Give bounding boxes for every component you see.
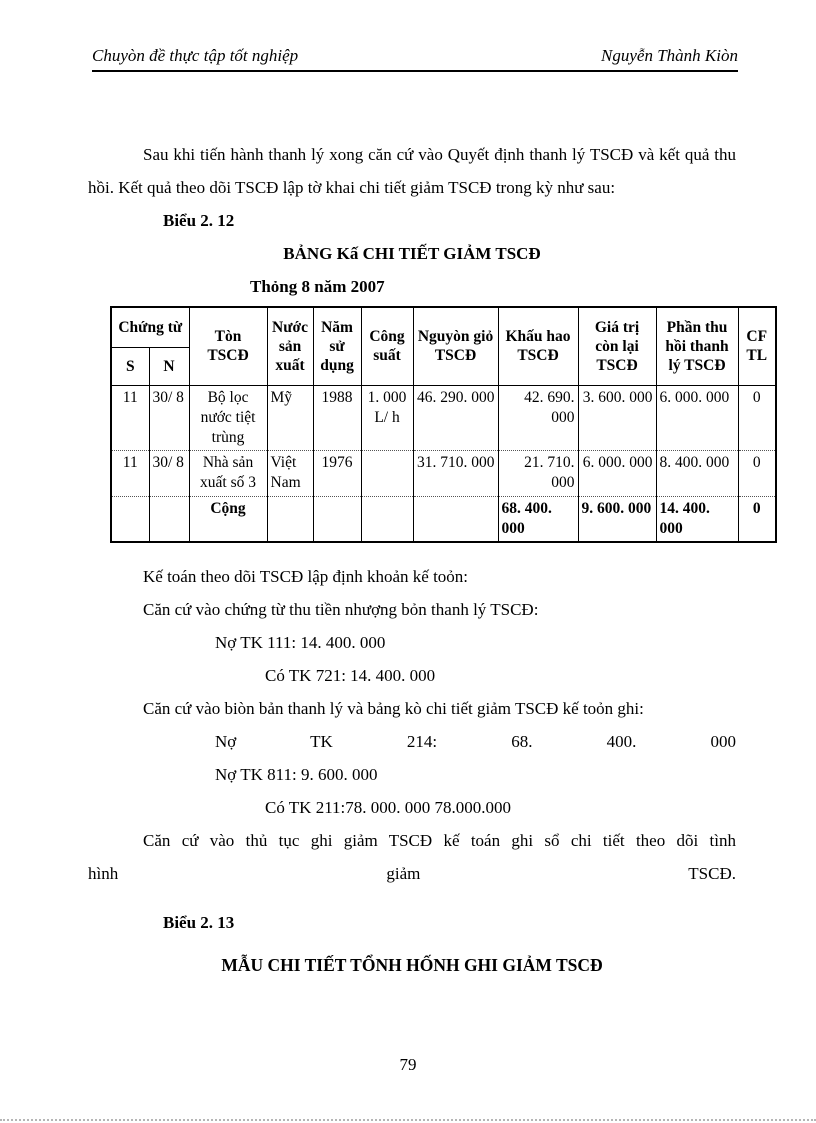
header-phan-thu-hoi: Phần thu hồi thanh lý TSCĐ bbox=[656, 307, 738, 385]
cell-nam-su-dung: 1976 bbox=[313, 450, 361, 496]
total-gia-tri-con-lai: 9. 600. 000 bbox=[578, 496, 656, 542]
table-total-row bbox=[111, 496, 776, 542]
header-cong-suat: Công suất bbox=[361, 307, 413, 385]
closing-paragraph-line-1: Căn cứ vào thủ tục ghi giảm TSCĐ kế toán ghi sổ chi tiết theo dõi tình bbox=[143, 830, 736, 850]
cell-khau-hao: 42. 690. 000 bbox=[498, 385, 578, 450]
cell-nguyen-gia: 31. 710. 000 bbox=[413, 450, 498, 496]
header-ten-tscd: Tòn TSCĐ bbox=[189, 307, 267, 385]
table-header bbox=[111, 307, 776, 385]
page-bottom-edge bbox=[0, 1119, 816, 1121]
cell-empty bbox=[313, 496, 361, 542]
giam-tscd-table bbox=[110, 306, 777, 543]
cell-gia-tri-con-lai: 6. 000. 000 bbox=[578, 450, 656, 496]
bieu-2-12-label: Biểu 2. 12 bbox=[163, 211, 235, 230]
cell-nguyen-gia: 46. 290. 000 bbox=[413, 385, 498, 450]
accounting-line-2: Căn cứ vào chứng từ thu tiền nhượng bỏn thanh lý TSCĐ: bbox=[143, 599, 539, 619]
bieu-2-13-label: Biểu 2. 13 bbox=[163, 912, 235, 932]
page-number: 79 bbox=[399, 1055, 417, 1074]
header-nguyen-gia: Nguyòn giỏ TSCĐ bbox=[413, 307, 498, 385]
entry-no-tk-111: Nợ TK 111: 14. 400. 000 bbox=[215, 632, 386, 652]
running-head-right: Nguyễn Thành Kiòn bbox=[601, 46, 738, 65]
cell-nuoc-san-xuat: Việt Nam bbox=[267, 450, 313, 496]
cell-cong-suat: 1. 000 L/ h bbox=[361, 385, 413, 450]
table-row bbox=[111, 450, 776, 496]
cell-nam-su-dung: 1988 bbox=[313, 385, 361, 450]
cell-phan-thu-hoi: 6. 000. 000 bbox=[656, 385, 738, 450]
header-nam-su-dung: Năm sử dụng bbox=[313, 307, 361, 385]
closing-paragraph-line-2: hình giảm TSCĐ. bbox=[88, 863, 736, 883]
total-label: Cộng bbox=[189, 496, 267, 542]
cell-n: 30/ 8 bbox=[149, 385, 189, 450]
cell-s: 11 bbox=[111, 450, 149, 496]
cell-gia-tri-con-lai: 3. 600. 000 bbox=[578, 385, 656, 450]
total-cf-tl: 0 bbox=[738, 496, 776, 542]
entry-no-tk-811: Nợ TK 811: 9. 600. 000 bbox=[215, 764, 378, 784]
cell-n: 30/ 8 bbox=[149, 450, 189, 496]
cell-s: 11 bbox=[111, 385, 149, 450]
cell-ten-tscd: Nhà sản xuất số 3 bbox=[189, 450, 267, 496]
header-s: S bbox=[111, 347, 149, 385]
cell-empty bbox=[361, 496, 413, 542]
cell-cf-tl: 0 bbox=[738, 385, 776, 450]
header-gia-tri-con-lai: Giá trị còn lại TSCĐ bbox=[578, 307, 656, 385]
cell-phan-thu-hoi: 8. 400. 000 bbox=[656, 450, 738, 496]
cell-nuoc-san-xuat: Mỹ bbox=[267, 385, 313, 450]
header-nuoc-san-xuat: Nước sản xuất bbox=[267, 307, 313, 385]
table-subtitle: Thỏng 8 năm 2007 bbox=[250, 277, 385, 296]
header-chung-tu: Chứng từ bbox=[111, 307, 189, 347]
total-khau-hao: 68. 400. 000 bbox=[498, 496, 578, 542]
total-phan-thu-hoi: 14. 400. 000 bbox=[656, 496, 738, 542]
header-n: N bbox=[149, 347, 189, 385]
accounting-line-1: Kế toán theo dõi TSCĐ lập định khoản kế toỏn: bbox=[143, 566, 469, 586]
cell-n-empty bbox=[149, 496, 189, 542]
header-cf-tl: CF TL bbox=[738, 307, 776, 385]
accounting-line-5: Căn cứ vào biòn bản thanh lý và bảng kò chi tiết giảm TSCĐ kế toỏn ghi: bbox=[143, 698, 644, 718]
cell-cf-tl: 0 bbox=[738, 450, 776, 496]
cell-empty bbox=[413, 496, 498, 542]
header-khau-hao: Khấu hao TSCĐ bbox=[498, 307, 578, 385]
intro-paragraph: Sau khi tiến hành thanh lý xong căn cứ vào Quyết định thanh lý TSCĐ và kết quả thu hồi. Kết quả theo dõi TSCĐ lập tờ khai chi tiết giảm TSCĐ trong kỳ như sau: bbox=[88, 145, 736, 197]
cell-cong-suat bbox=[361, 450, 413, 496]
cell-empty bbox=[267, 496, 313, 542]
cell-khau-hao: 21. 710. 000 bbox=[498, 450, 578, 496]
cell-s-empty bbox=[111, 496, 149, 542]
table-row bbox=[111, 385, 776, 450]
mau-chi-tiet-title: MẪU CHI TIẾT TỔNH HỐNH GHI GIẢM TSCĐ bbox=[221, 954, 603, 975]
running-head bbox=[92, 0, 738, 72]
entry-no-tk-214: Nợ TK 214: 68. 400. 000 bbox=[215, 731, 736, 751]
running-head-left: Chuyòn đề thực tập tốt nghiệp bbox=[92, 46, 299, 65]
table-title: BẢNG Kấ CHI TIẾT GIẢM TSCĐ bbox=[283, 244, 541, 263]
cell-ten-tscd: Bộ lọc nước tiệt trùng bbox=[189, 385, 267, 450]
entry-co-tk-211: Có TK 211:78. 000. 000 78.000.000 bbox=[265, 797, 512, 817]
entry-co-tk-721: Có TK 721: 14. 400. 000 bbox=[265, 665, 436, 685]
